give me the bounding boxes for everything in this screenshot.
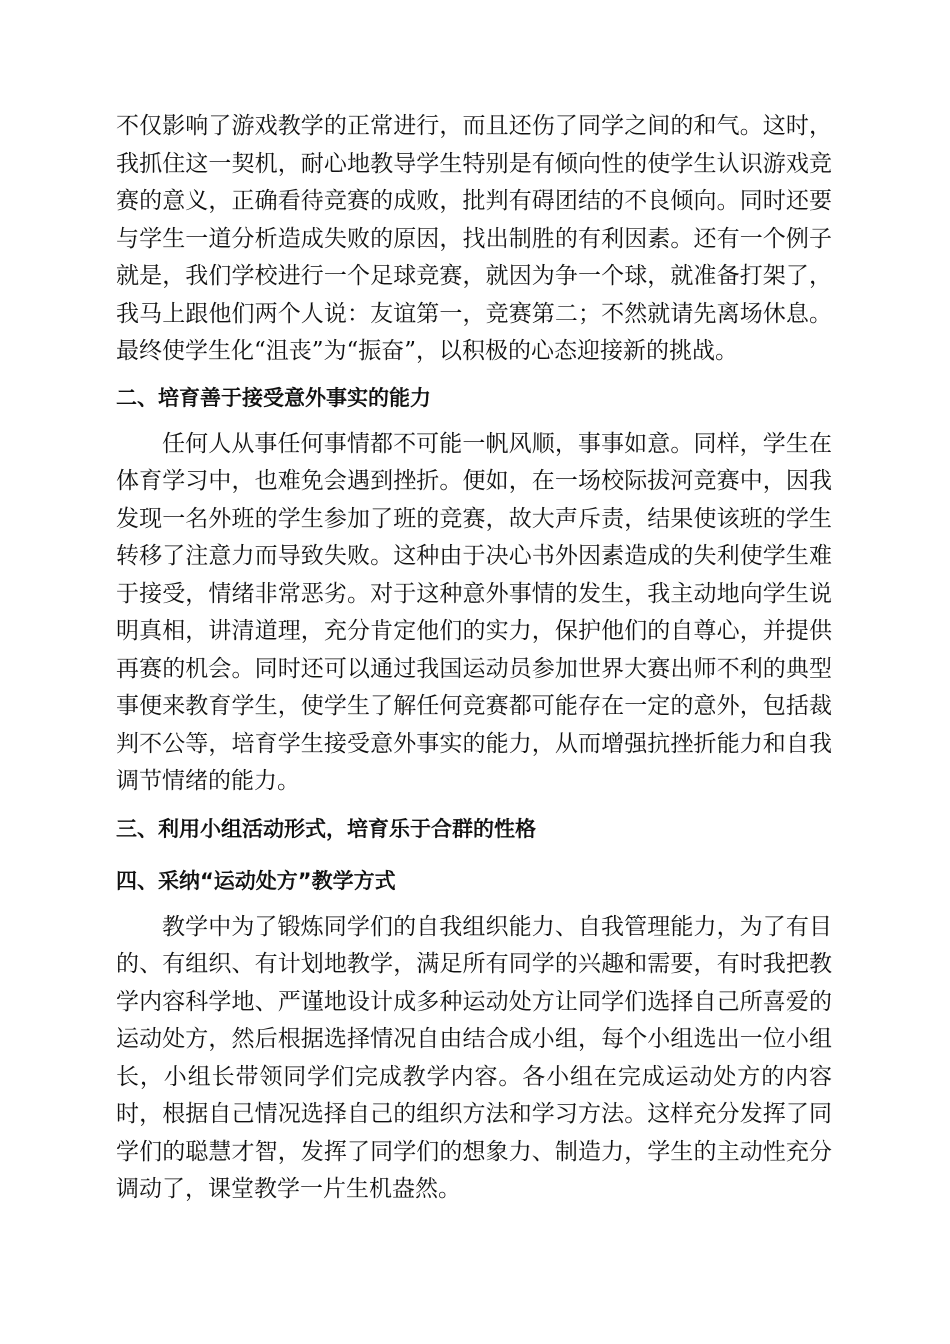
section-heading: 三、利用小组活动形式，培育乐于合群的性格	[116, 816, 536, 841]
body-paragraph: 教学中为了锻炼同学们的自我组织能力、自我管理能力，为了有目的、有组织、有计划地教学，满足所有同学的兴趣和需要，有时我把教学内容科学地、严谨地设计成多种运动处方让同学们选择自己所喜爱的运动处方，然后根据选择情况自由结合成小组，每个小组选出一位小组长，小组长带领同学们完成教学内容。各小组在完成运动处方的内容时，根据自己情况选择自己的组织方法和学习方法。这样充分发挥了同学们的聪慧才智，发挥了同学们的想象力、制造力，学生的主动性充分调动了，课堂教学一片生机盎然。	[116, 913, 832, 1202]
document-page	[116, 108, 832, 1209]
body-paragraph: 不仅影响了游戏教学的正常进行，而且还伤了同学之间的和气。这时，我抓住这一契机，耐心地教导学生特别是有倾向性的使学生认识游戏竞赛的意义，正确看待竞赛的成败，批判有碍团结的不良倾向。同时还要与学生一道分析造成失败的原因，找出制胜的有利因素。还有一个例子就是，我们学校进行一个足球竞赛，就因为争一个球，就准备打架了，我马上跟他们两个人说：友谊第一，竞赛第二；不然就请先离场休息。最终使学生化“沮丧”为“振奋”，以积极的心态迎接新的挑战。	[116, 113, 832, 364]
section-heading: 四、采纳“运动处方”教学方式	[116, 868, 396, 893]
section-heading: 二、培育善于接受意外事实的能力	[116, 385, 431, 410]
body-paragraph: 任何人从事任何事情都不可能一帆风顺，事事如意。同样，学生在体育学习中，也难免会遇到挫折。便如，在一场校际拔河竞赛中，因我发现一名外班的学生参加了班的竞赛，故大声斥责，结果使该班的学生转移了注意力而导致失败。这种由于决心书外因素造成的失利使学生难于接受，情绪非常恶劣。对于这种意外事情的发生，我主动地向学生说明真相，讲清道理，充分肯定他们的实力，保护他们的自尊心，并提供再赛的机会。同时还可以通过我国运动员参加世界大赛出师不利的典型事便来教育学生，使学生了解任何竞赛都可能存在一定的意外，包括裁判不公等，培育学生接受意外事实的能力，从而增强抗挫折能力和自我调节情绪的能力。	[116, 430, 832, 794]
